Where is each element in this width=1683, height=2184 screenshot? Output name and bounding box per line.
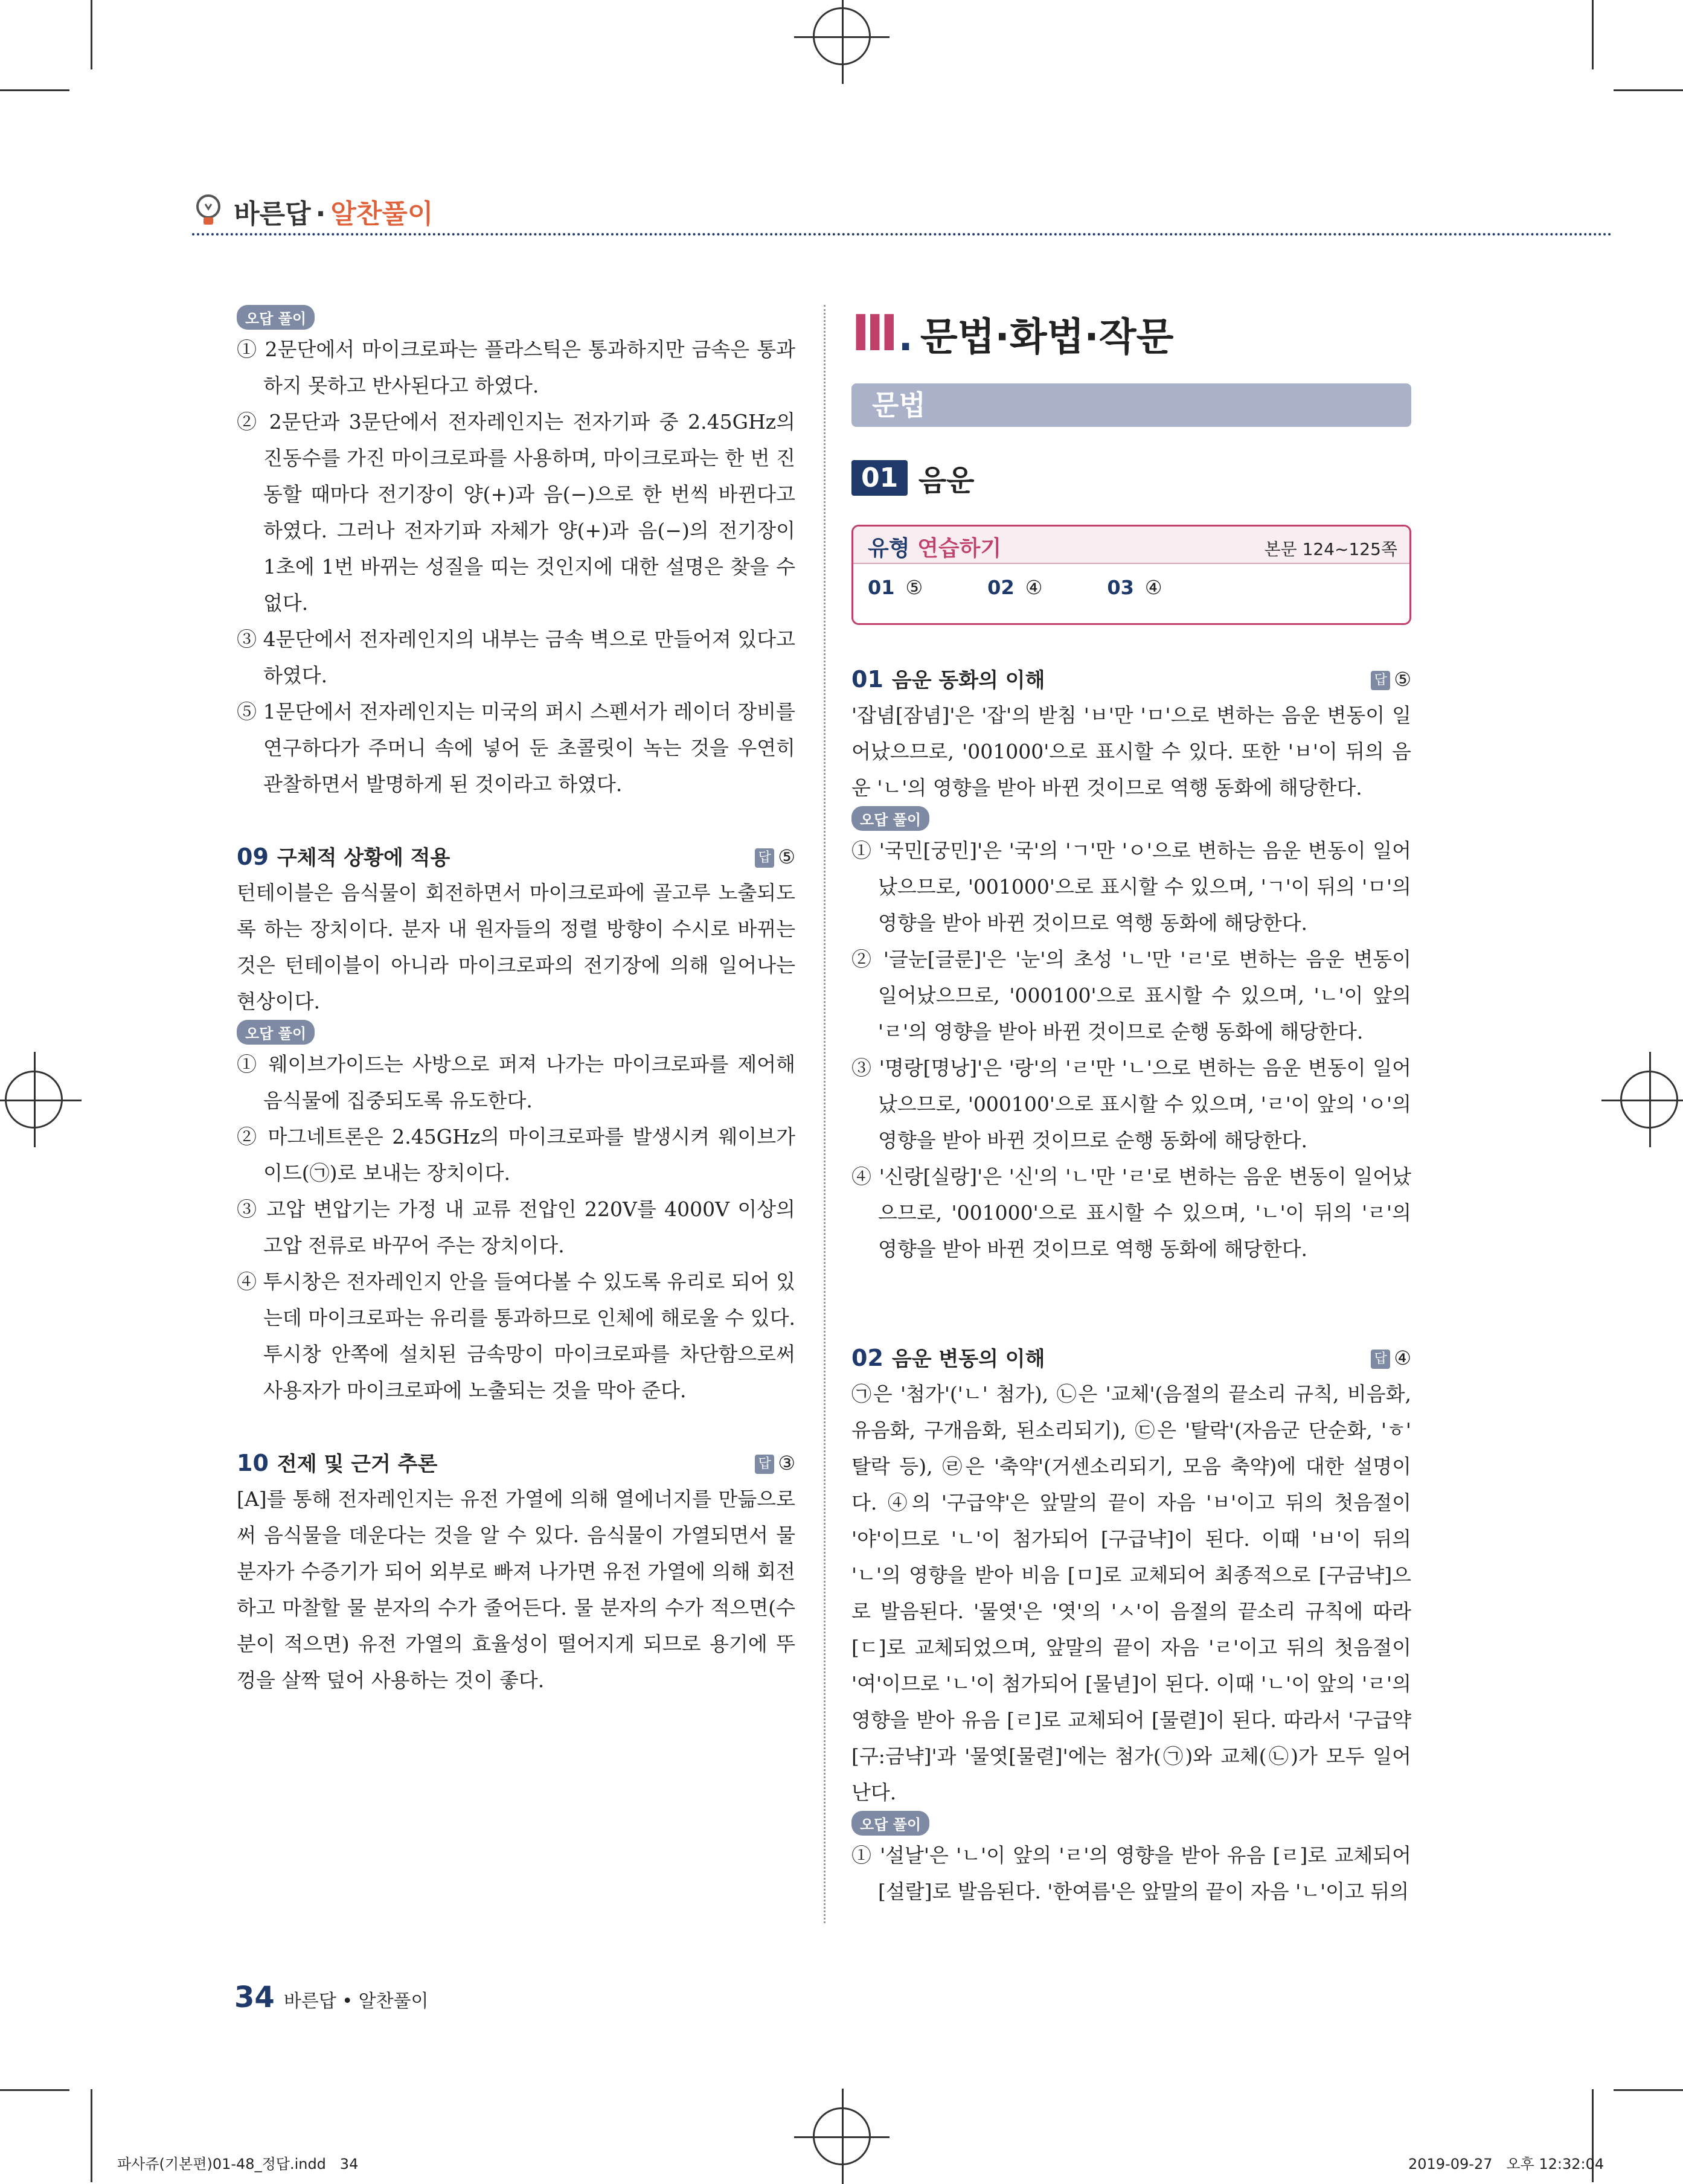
explanation-text: '잡념[잠념]'은 '잡'의 받침 'ㅂ'만 'ㅁ'으로 변하는 음운 변동이 일어났으므로, '001000'으로 표시할 수 있다. 또한 'ㅂ'이 뒤의 음운 'ㄴ'의 영향을 받아 바뀐 것이므로 역행 동화에 해당한다. bbox=[851, 703, 1411, 799]
list-item: ① 2문단에서 마이크로파는 플라스틱은 통과하지만 금속은 통과하지 못하고 반사된다고 하였다. bbox=[237, 338, 795, 397]
slug-stamp: 2019-09-27 오후 12:32:04 bbox=[1408, 2156, 1604, 2173]
explanation-text: 턴테이블은 음식물이 회전하면서 마이크로파에 골고루 노출되도록 하는 장치이다. 분자 내 원자들의 정렬 방향이 수시로 바뀌는 것은 턴테이블이 아니라 마이크로파의 전기장에 의해 일어나는 현상이다. bbox=[237, 881, 795, 1013]
registration-mark bbox=[1620, 1071, 1678, 1129]
list-item: ③ '명랑[명낭]'은 '랑'의 'ㄹ'만 'ㄴ'으로 변하는 음운 변동이 일어났으므로, '000100'으로 표시할 수 있으며, 'ㄹ'이 앞의 'ㅇ'의 영향을 받아 바뀐 것이므로 순행 동화에 해당한다. bbox=[851, 1056, 1411, 1152]
crop-mark bbox=[1592, 0, 1594, 69]
page-footer bbox=[234, 1981, 429, 2014]
crop-mark bbox=[0, 89, 69, 91]
crop-mark bbox=[1614, 89, 1683, 91]
practice-answer: 03 ④ bbox=[1107, 576, 1162, 599]
wrong-answer-pill: 오답 풀이 bbox=[851, 1811, 929, 1836]
left-column bbox=[237, 305, 795, 1699]
list-item: ① '국민[궁민]'은 '국'의 'ㄱ'만 'ㅇ'으로 변하는 음운 변동이 일어났으므로, '001000'으로 표시할 수 있으며, 'ㄱ'이 뒤의 'ㅁ'의 영향을 받아 바뀐 것이므로 역행 동화에 해당한다. bbox=[851, 839, 1411, 935]
registration-mark bbox=[5, 1071, 63, 1129]
list-item: ③ 고압 변압기는 가정 내 교류 전압인 220V를 4000V 이상의 고압 전류로 바꾸어 주는 장치이다. bbox=[237, 1197, 795, 1257]
header-title: 바른답 · 알찬풀이 bbox=[234, 199, 434, 229]
wrong-answer-pill: 오답 풀이 bbox=[237, 1020, 315, 1045]
answer-badge: 답 ③ bbox=[755, 1445, 795, 1481]
registration-mark bbox=[813, 7, 871, 65]
question-heading-10: 10 전제 및 근거 추론 답 ③ bbox=[237, 1445, 795, 1481]
list-item: ④ 투시창은 전자레인지 안을 들여다볼 수 있도록 유리로 되어 있는데 마이크로파는 유리를 통과하므로 인체에 해로울 수 있다. 투시창 안쪽에 설치된 금속망이 마이크로파를 차단함으로써 사용자가 마이크로파에 노출되는 것을 막아 준다. bbox=[237, 1270, 795, 1402]
column-divider bbox=[824, 305, 825, 1923]
question-heading-09: 09 구체적 상황에 적용 답 ⑤ bbox=[237, 839, 795, 875]
explanation-text: [A]를 통해 전자레인지는 유전 가열에 의해 열에너지를 만듦으로써 음식물을 데운다는 것을 알 수 있다. 음식물이 가열되면서 물 분자가 수증기가 되어 외부로 빠져 나가면 유전 가열에 의해 회전하고 마찰할 물 분자의 수가 줄어든다. 물 분자의 수가 적으면(수분이 적으면) 유전 가열의 효율성이 떨어지게 되므로 용기에 뚜껑을 살짝 덮어 사용하는 것이 좋다. bbox=[237, 1487, 795, 1692]
page-header bbox=[192, 192, 433, 229]
lightbulb-icon bbox=[192, 192, 225, 231]
answer-badge: 답 ④ bbox=[1371, 1340, 1411, 1376]
crop-mark bbox=[91, 0, 92, 69]
crop-mark bbox=[0, 2089, 69, 2091]
wrong-answer-pill: 오답 풀이 bbox=[851, 806, 929, 831]
explanation-text: ㉠은 '첨가'('ㄴ' 첨가), ㉡은 '교체'(음절의 끝소리 규칙, 비음화, 유음화, 구개음화, 된소리되기), ㉢은 '탈락'(자음군 단순화, 'ㅎ' 탈락 등), ㉣은 '축약'(거센소리되기, 모음 축약)에 대한 설명이다. ④의 '구급약'은 앞말의 끝이 자음 'ㅂ'이고 뒤의 첫음절이 '야'이므로 'ㄴ'이 첨가되어 [구급냑]이 된다. 이때 'ㅂ'이 뒤의 'ㄴ'의 영향을 받아 비음 [ㅁ]로 교체되어 최종적으로 [구금냑]으로 발음된다. '물엿'은 '엿'의 'ㅅ'이 음절의 끝소리 규칙에 따라 [ㄷ]로 교체되었으며, 앞말의 끝이 자음 'ㄹ'이고 뒤의 첫음절이 '여'이므로 'ㄴ'이 첨가되어 [물녇]이 된다. 이때 'ㄴ'이 앞의 'ㄹ'의 영향을 받아 유음 [ㄹ]로 교체되어 [물렫]이 된다. 따라서 '구급약[구:금냑]'과 '물엿[물렫]'에는 첨가(㉠)와 교체(㉡)가 모두 일어난다. bbox=[851, 1382, 1411, 1804]
list-item: ② 2문단과 3문단에서 전자레인지는 전자기파 중 2.45GHz의 진동수를 가진 마이크로파를 사용하며, 마이크로파는 한 번 진동할 때마다 전기장이 양(+)과 음(−)으로 한 번씩 바뀐다고 하였다. 그러나 전자기파 자체가 양(+)과 음(−)의 전기장이 1초에 1번 바뀌는 성질을 띠는 것인지에 대한 설명은 찾을 수 없다. bbox=[237, 410, 795, 615]
answer-badge: 답 ⑤ bbox=[755, 839, 795, 875]
page-number: 34 bbox=[234, 1981, 275, 2014]
practice-answer: 01 ⑤ bbox=[868, 576, 923, 599]
crop-mark bbox=[91, 2089, 92, 2182]
list-item: ① 웨이브가이드는 사방으로 퍼져 나가는 마이크로파를 제어해 음식물에 집중되도록 유도한다. bbox=[237, 1052, 795, 1112]
list-item: ③ 4문단에서 전자레인지의 내부는 금속 벽으로 만들어져 있다고 하였다. bbox=[237, 627, 795, 687]
unit-heading: 01 음운 bbox=[851, 457, 1411, 505]
registration-mark bbox=[813, 2107, 871, 2165]
practice-answer: 02 ④ bbox=[987, 576, 1043, 599]
question-heading-01: 01 음운 동화의 이해 답 ⑤ bbox=[851, 661, 1411, 697]
wrong-answer-pill: 오답 풀이 bbox=[237, 305, 315, 330]
slug-file: 파사쥬(기본편)01-48_정답.indd 34 bbox=[117, 2156, 359, 2173]
practice-box: 유형 연습하기 본문 124~125쪽 01 ⑤ 02 ④ 03 ④ bbox=[851, 525, 1411, 625]
list-item: ② '글눈[글룬]'은 '눈'의 초성 'ㄴ'만 'ㄹ'로 변하는 음운 변동이 일어났으므로, '000100'으로 표시할 수 있으며, 'ㄴ'이 앞의 'ㄹ'의 영향을 받아 바뀐 것이므로 순행 동화에 해당한다. bbox=[851, 947, 1411, 1043]
answer-badge: 답 ⑤ bbox=[1371, 661, 1411, 697]
part-title: Ⅲ. 문법·화법·작문 bbox=[851, 305, 1174, 362]
list-item: ① '설날'은 'ㄴ'이 앞의 'ㄹ'의 영향을 받아 유음 [ㄹ]로 교체되어 [설랄]로 발음된다. '한여름'은 앞말의 끝이 자음 'ㄴ'이고 뒤의 bbox=[851, 1843, 1411, 1903]
section-band: 문법 bbox=[851, 383, 1411, 427]
list-item: ④ '신랑[실랑]'은 '신'의 'ㄴ'만 'ㄹ'로 변하는 음운 변동이 일어났으므로, '001000'으로 표시할 수 있으며, 'ㄴ'이 뒤의 'ㄹ'의 영향을 받아 바뀐 것이므로 역행 동화에 해당한다. bbox=[851, 1165, 1411, 1261]
right-column bbox=[851, 305, 1411, 1910]
header-rule bbox=[192, 233, 1612, 235]
footer-label: 바른답 • 알찬풀이 bbox=[283, 1991, 429, 2012]
list-item: ② 마그네트론은 2.45GHz의 마이크로파를 발생시켜 웨이브가이드(㉠)로 보내는 장치이다. bbox=[237, 1125, 795, 1185]
crop-mark bbox=[1614, 2089, 1683, 2091]
question-heading-02: 02 음운 변동의 이해 답 ④ bbox=[851, 1340, 1411, 1376]
list-item: ⑤ 1문단에서 전자레인지는 미국의 퍼시 스펜서가 레이더 장비를 연구하다가 주머니 속에 넣어 둔 초콜릿이 녹는 것을 우연히 관찰하면서 발명하게 된 것이라고 하였다. bbox=[237, 700, 795, 796]
